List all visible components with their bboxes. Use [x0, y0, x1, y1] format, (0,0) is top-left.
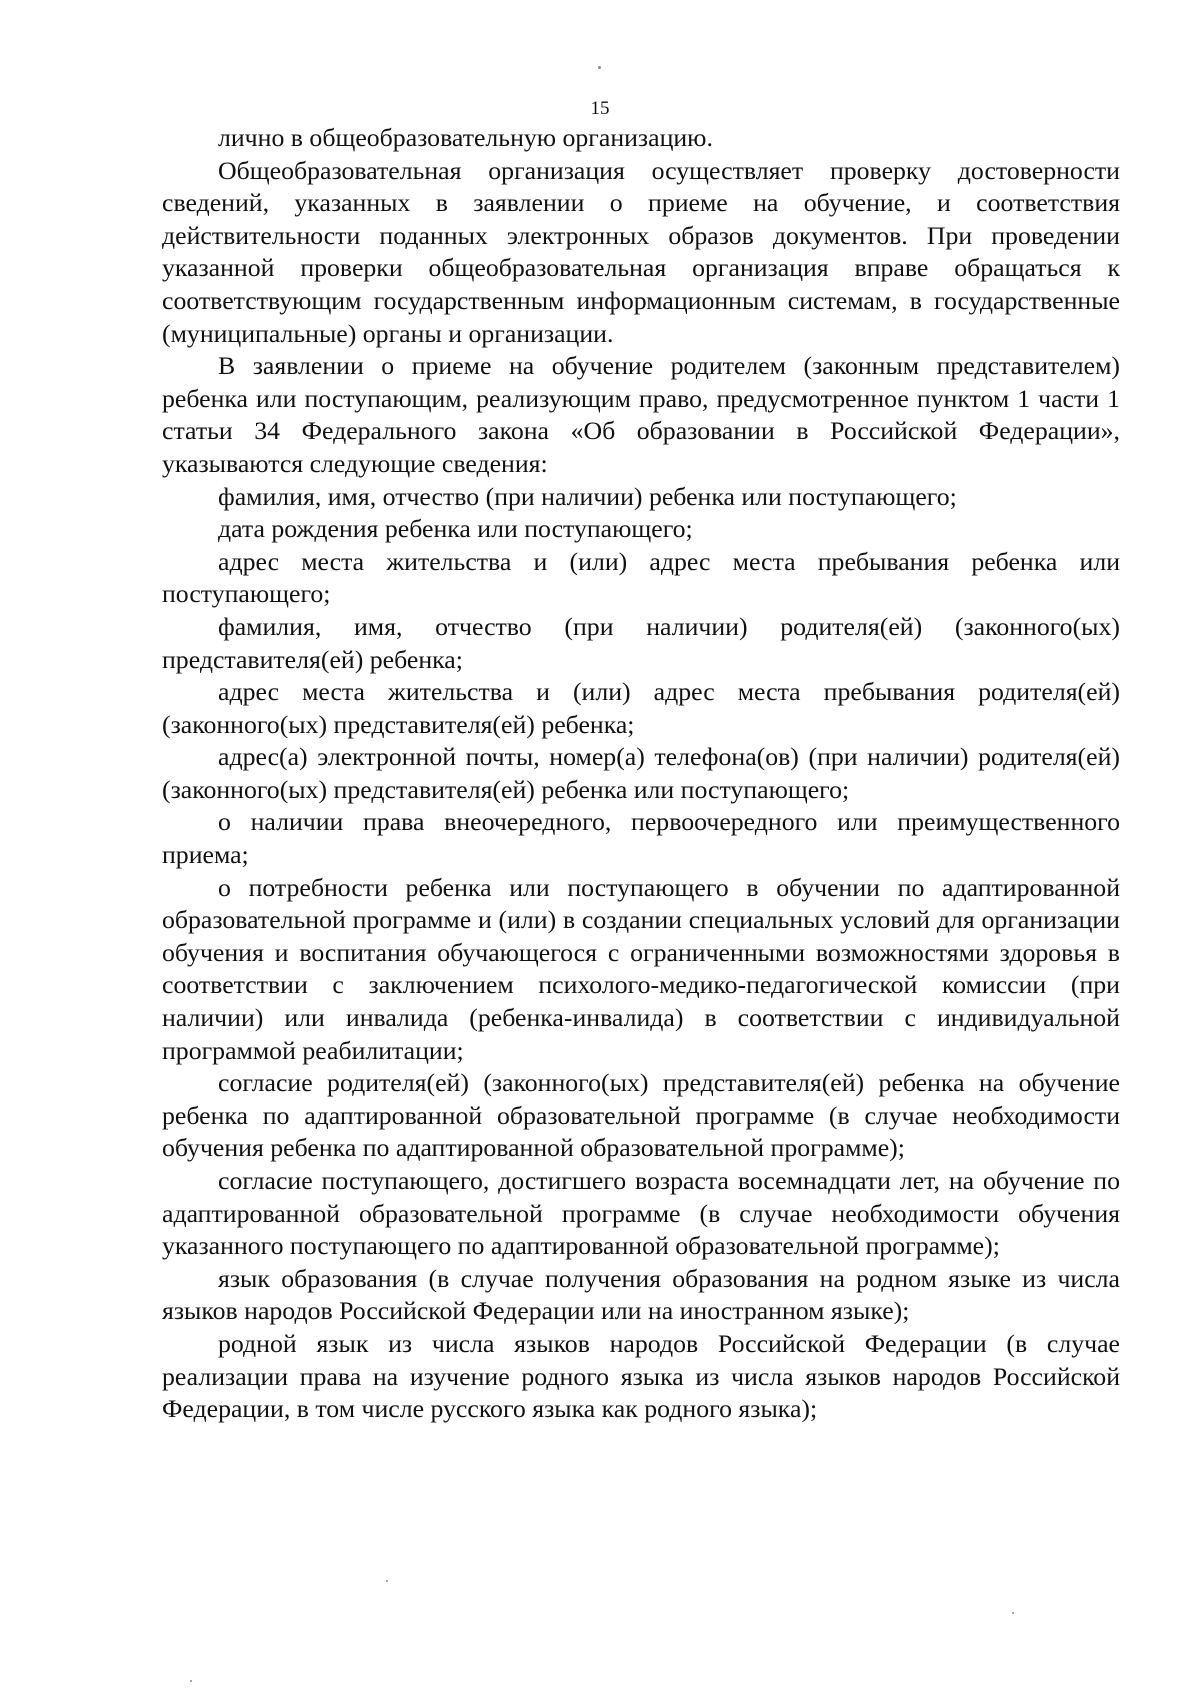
scan-speck: [190, 1680, 192, 1682]
paragraph-1: лично в общеобразовательную организацию.: [218, 123, 713, 152]
paragraph-4: фамилия, имя, отчество (при наличии) ребенка или поступающего;: [218, 481, 957, 511]
paragraph-6: адрес места жительства и (или) адрес места пребывания ребенка или поступающего;: [162, 546, 1120, 609]
scan-speck: [386, 1580, 388, 1582]
page-number: 15: [590, 98, 610, 119]
paragraph-8: адрес места жительства и (или) адрес места пребывания родителя(ей) (законного(ых) представителя(ей) ребенка;: [162, 677, 1120, 739]
paragraph-10: о наличии права внеочередного, первоочередного или преимущественного приема;: [162, 807, 1120, 870]
body-text: [162, 122, 1120, 1426]
paragraph-14: язык образования (в случае получения образования на родном языке из числа языков народов Российской Федерации или на иностранном языке);: [162, 1263, 1120, 1326]
paragraph-9: адрес(а) электронной почты, номер(а) телефона(ов) (при наличии) родителя(ей) (законного(ых) представителя(ей) ребенка или поступающего;: [162, 742, 1120, 804]
paragraph-11: о потребности ребенка или поступающего в обучении по адаптированной образовательной программе и (или) в создании специальных условий для организации обучения и воспитания обучающегося с ограниченными возможностями здоровья в соответствии с заключением психолого-медико-педагогической комиссии (при наличии) или инвалида (ребенка-инвалида) в соответствии с индивидуальной программой реабилитации;: [162, 872, 1120, 1065]
paragraph-12: согласие родителя(ей) (законного(ых) представителя(ей) ребенка на обучение ребенка по адаптированной образовательной программе (в случае необходимости обучения ребенка по адаптированной образовательной программе);: [162, 1068, 1120, 1163]
paragraph-2: Общеобразовательная организация осуществляет проверку достоверности сведений, указанных в заявлении о приеме на обучение, и соответствия действительности поданных электронных образов документов. При проведении указанной проверки общеобразовательная организация вправе обращаться к соответствующим государственным информационным системам, в государственные (муниципальные) органы и организации.: [162, 155, 1120, 348]
scan-speck: [1012, 1612, 1014, 1614]
paragraph-15: родной язык из числа языков народов Российской Федерации (в случае реализации права на изучение родного языка из числа языков народов Российской Федерации, в том числе русского языка как родного языка);: [162, 1328, 1120, 1424]
paragraph-5: дата рождения ребенка или поступающего;: [218, 514, 693, 544]
paragraph-3: В заявлении о приеме на обучение родителем (законным представителем) ребенка или поступающим, реализующим право, предусмотренное пунктом 1 части 1 статьи 34 Федерального закона «Об образовании в Российской Федерации», указываются следующие сведения:: [162, 351, 1120, 478]
paragraph-13: согласие поступающего, достигшего возраста восемнадцати лет, на обучение по адаптированной образовательной программе (в случае необходимости обучения указанного поступающего по адаптированной образовательной программе);: [162, 1166, 1120, 1261]
paragraph-7: фамилия, имя, отчество (при наличии) родителя(ей) (законного(ых) представителя(ей) ребенка;: [162, 611, 1120, 674]
scan-speck: [598, 66, 601, 69]
